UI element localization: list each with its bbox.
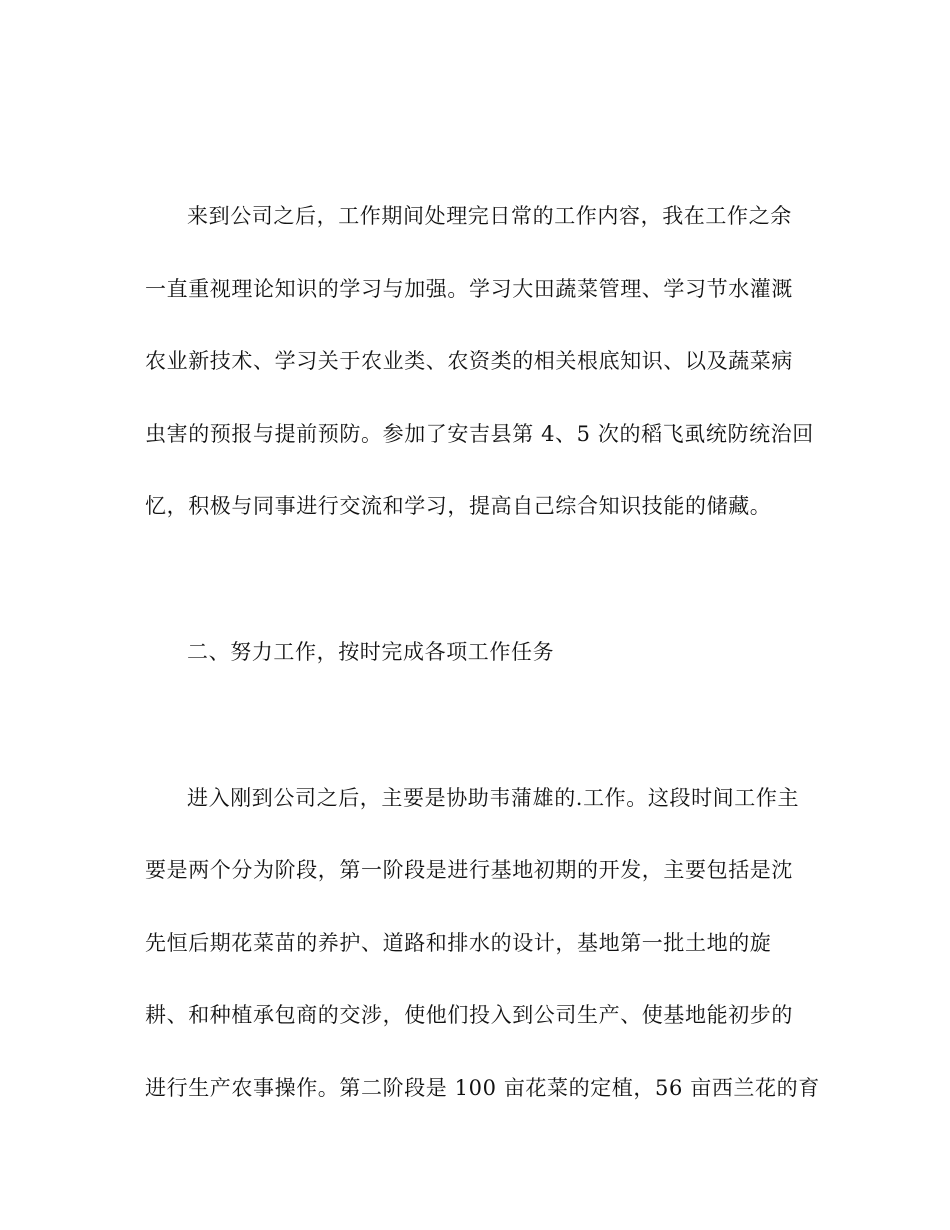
paragraph-1-line-3: 农业新技术、学习关于农业类、农资类的相关根底知识、以及蔬菜病 bbox=[145, 349, 793, 373]
paragraph-1-line-5: 忆，积极与同事进行交流和学习，提高自己综合知识技能的储藏。 bbox=[145, 494, 772, 518]
paragraph-2-line-2: 要是两个分为阶段，第一阶段是进行基地初期的开发，主要包括是沈 bbox=[145, 858, 793, 882]
section-heading-2: 二、努力工作，按时完成各项工作任务 bbox=[187, 640, 555, 664]
paragraph-2-line-3: 先恒后期花菜苗的养护、道路和排水的设计，基地第一批土地的旋 bbox=[145, 931, 772, 955]
paragraph-2-line-4: 耕、和种植承包商的交涉，使他们投入到公司生产、使基地能初步的 bbox=[145, 1003, 793, 1027]
paragraph-1-line-1: 来到公司之后，工作期间处理完日常的工作内容，我在工作之余 bbox=[187, 204, 792, 228]
paragraph-2-line-1: 进入刚到公司之后，主要是协助韦蒲雄的.工作。这段时间工作主 bbox=[187, 786, 800, 810]
paragraph-1-line-4: 虫害的预报与提前预防。参加了安吉县第 4、5 次的稻飞虱统防统治回 bbox=[145, 422, 814, 446]
paragraph-2-line-5: 进行生产农事操作。第二阶段是 100 亩花菜的定植，56 亩西兰花的育 bbox=[145, 1076, 820, 1100]
paragraph-1-line-2: 一直重视理论知识的学习与加强。学习大田蔬菜管理、学习节水灌溉 bbox=[145, 277, 793, 301]
